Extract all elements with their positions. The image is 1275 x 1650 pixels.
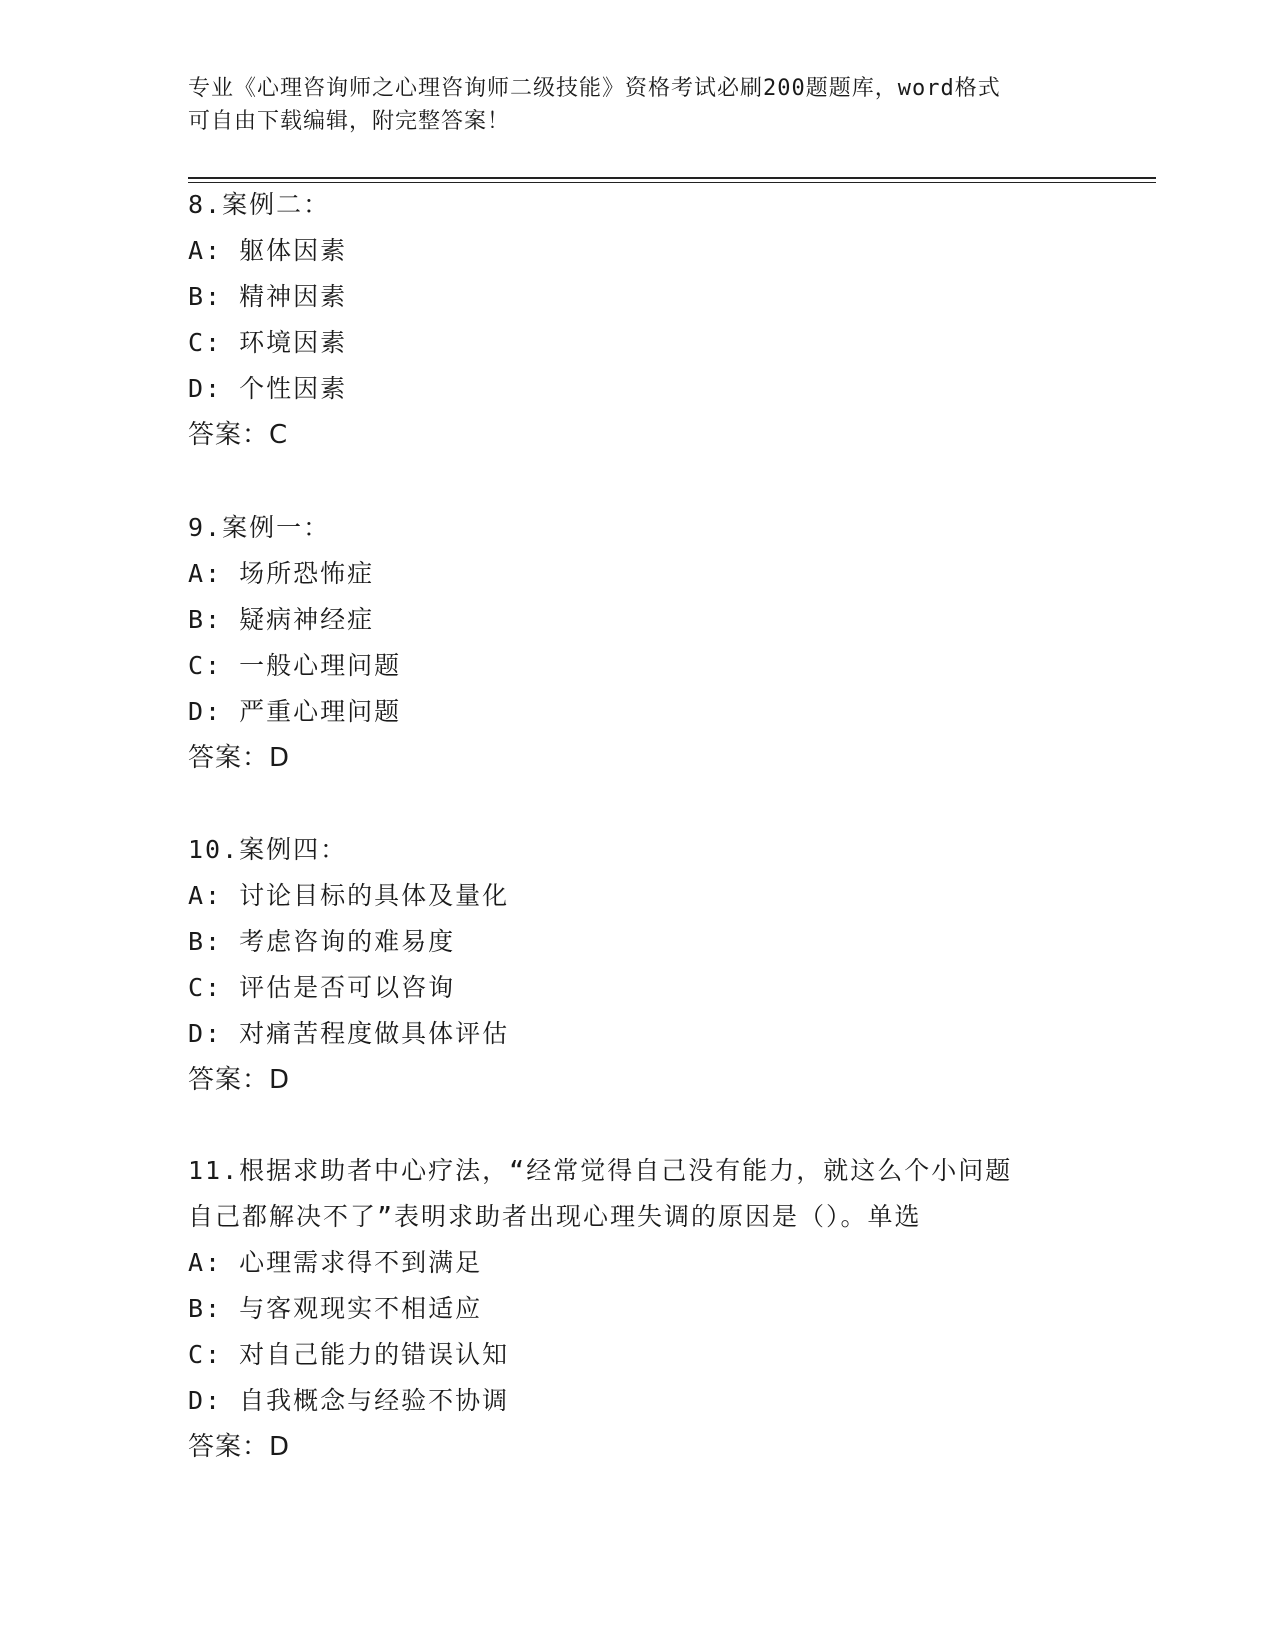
question-stem: 10.案例四： <box>188 835 348 864</box>
question-stem: 8.案例二： <box>188 190 331 219</box>
option-a: A: 躯体因素 <box>188 236 348 265</box>
header-line-1: 专业《心理咨询师之心理咨询师二级技能》资格考试必刷200题题库，word格式 <box>188 76 1001 101</box>
question-stem-line-1: 11.根据求助者中心疗法，“经常觉得自己没有能力，就这么个小问题 <box>188 1156 1013 1185</box>
option-b: B: 考虑咨询的难易度 <box>188 927 456 956</box>
option-c: C: 对自己能力的错误认知 <box>188 1340 510 1369</box>
document-header <box>188 72 1068 138</box>
question-block-10 <box>188 827 1088 1103</box>
option-b: B: 与客观现实不相适应 <box>188 1294 483 1323</box>
option-c: C: 环境因素 <box>188 328 348 357</box>
header-line-2: 可自由下载编辑，附完整答案！ <box>188 109 511 134</box>
answer-line: 答案：D <box>188 1065 291 1095</box>
answer-line: 答案：D <box>188 1432 291 1462</box>
option-d: D: 自我概念与经验不协调 <box>188 1386 510 1415</box>
option-b: B: 疑病神经症 <box>188 605 375 634</box>
option-d: D: 对痛苦程度做具体评估 <box>188 1019 510 1048</box>
option-c: C: 一般心理问题 <box>188 651 402 680</box>
question-block-9 <box>188 505 1088 781</box>
question-block-8 <box>188 182 1088 458</box>
answer-line: 答案：D <box>188 743 291 773</box>
option-a: A: 讨论目标的具体及量化 <box>188 881 510 910</box>
answer-line: 答案：C <box>188 420 289 450</box>
option-a: A: 场所恐怖症 <box>188 559 375 588</box>
question-stem-line-2: 自己都解决不了”表明求助者出现心理失调的原因是（）。单选 <box>188 1202 922 1231</box>
option-d: D: 严重心理问题 <box>188 697 402 726</box>
option-a: A: 心理需求得不到满足 <box>188 1248 483 1277</box>
option-b: B: 精神因素 <box>188 282 348 311</box>
option-d: D: 个性因素 <box>188 374 348 403</box>
question-block-11 <box>188 1148 1088 1470</box>
option-c: C: 评估是否可以咨询 <box>188 973 456 1002</box>
question-stem: 9.案例一： <box>188 513 331 542</box>
